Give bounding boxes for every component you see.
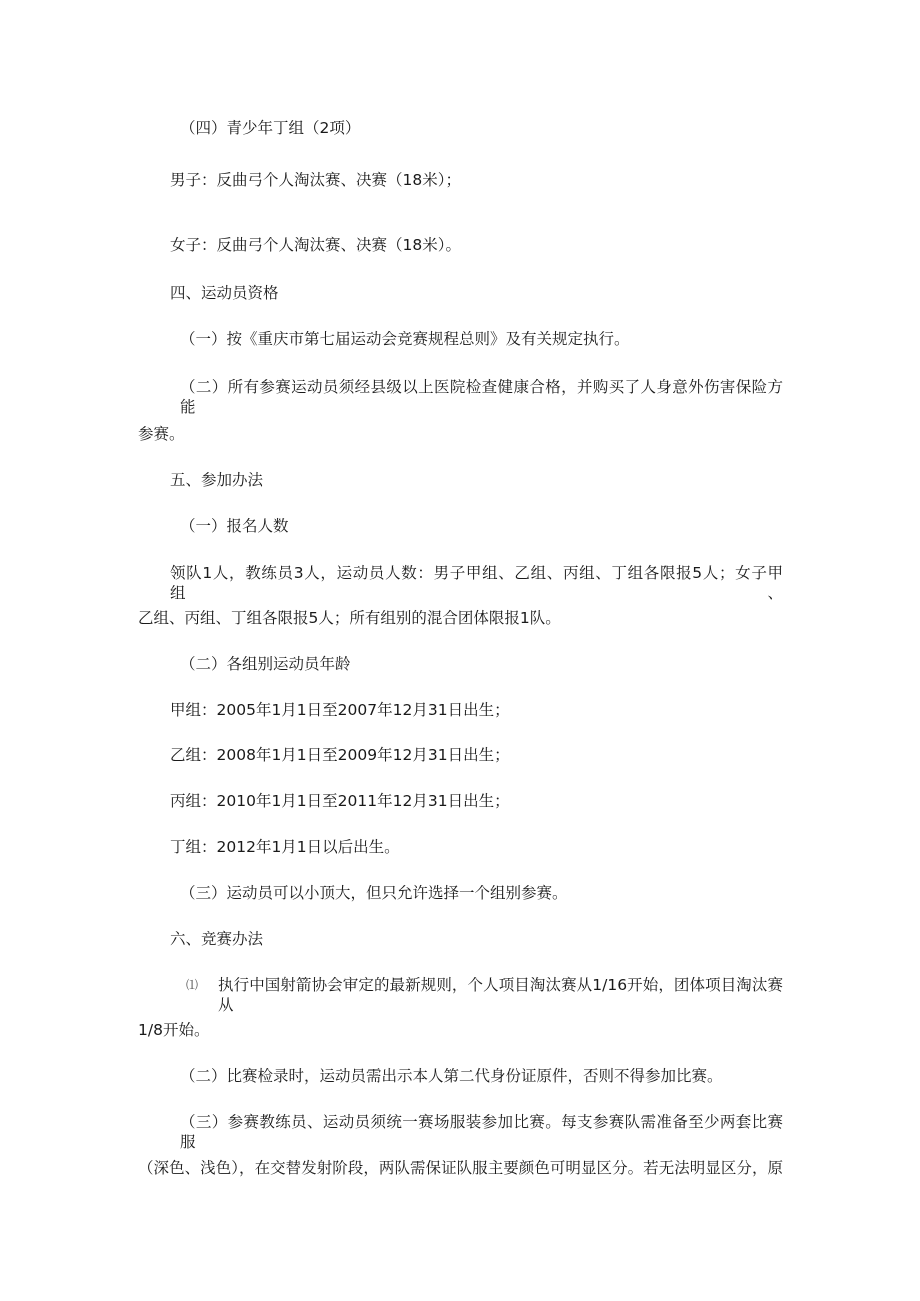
subheading-registration-count: （一）报名人数 — [180, 517, 289, 535]
paragraph-male-event: 男子：反曲弓个人淘汰赛、决赛（18米）； — [170, 171, 461, 189]
paragraph-female-event: 女子：反曲弓个人淘汰赛、决赛（18米）。 — [170, 236, 461, 254]
item-marker-1: ⑴ — [186, 978, 199, 992]
paragraph-eligibility-1: （一）按《重庆市第七届运动会竞赛规程总则》及有关规定执行。 — [180, 330, 630, 348]
section-heading-participation: 五、参加办法 — [170, 471, 264, 489]
paragraph-competition-rule-1: 执行中国射箭协会审定的最新规则，个人项目淘汰赛从1/16开始，团体项目淘汰赛从 — [218, 976, 783, 1014]
paragraph-competition-rule-1-cont: 1/8开始。 — [138, 1021, 210, 1039]
age-group-d: 丁组：2012年1月1日以后出生。 — [170, 838, 400, 856]
paragraph-competition-rule-2: （二）比赛检录时，运动员需出示本人第二代身份证原件，否则不得参加比赛。 — [180, 1067, 723, 1085]
section-heading-competition-rules: 六、竞赛办法 — [170, 930, 264, 948]
paragraph-competition-rule-3: （三）参赛教练员、运动员须统一赛场服装参加比赛。每支参赛队需准备至少两套比赛服 — [180, 1113, 783, 1151]
paragraph-age-rule: （三）运动员可以小顶大，但只允许选择一个组别参赛。 — [180, 884, 568, 902]
paragraph-eligibility-2-cont: 参赛。 — [138, 425, 185, 443]
paragraph-eligibility-2: （二）所有参赛运动员须经县级以上医院检查健康合格，并购买了人身意外伤害保险方能 — [180, 378, 783, 416]
section-heading-eligibility: 四、运动员资格 — [170, 284, 279, 302]
paragraph-registration-count-cont: 乙组、丙组、丁组各限报5人；所有组别的混合团体限报1队。 — [138, 609, 561, 627]
subheading-age-groups: （二）各组别运动员年龄 — [180, 655, 351, 673]
age-group-a: 甲组：2005年1月1日至2007年12月31日出生； — [170, 701, 510, 719]
heading-juvenile-d-group: （四）青少年丁组（2项） — [180, 119, 361, 137]
paragraph-competition-rule-3-cont: （深色、浅色），在交替发射阶段，两队需保证队服主要颜色可明显区分。若无法明显区分，原 — [138, 1159, 783, 1177]
paragraph-registration-count: 领队1人，教练员3人，运动员人数：男子甲组、乙组、丙组、丁组各限报5人；女子甲组、 — [170, 564, 783, 602]
age-group-b: 乙组：2008年1月1日至2009年12月31日出生； — [170, 746, 510, 764]
age-group-c: 丙组：2010年1月1日至2011年12月31日出生； — [170, 792, 510, 810]
